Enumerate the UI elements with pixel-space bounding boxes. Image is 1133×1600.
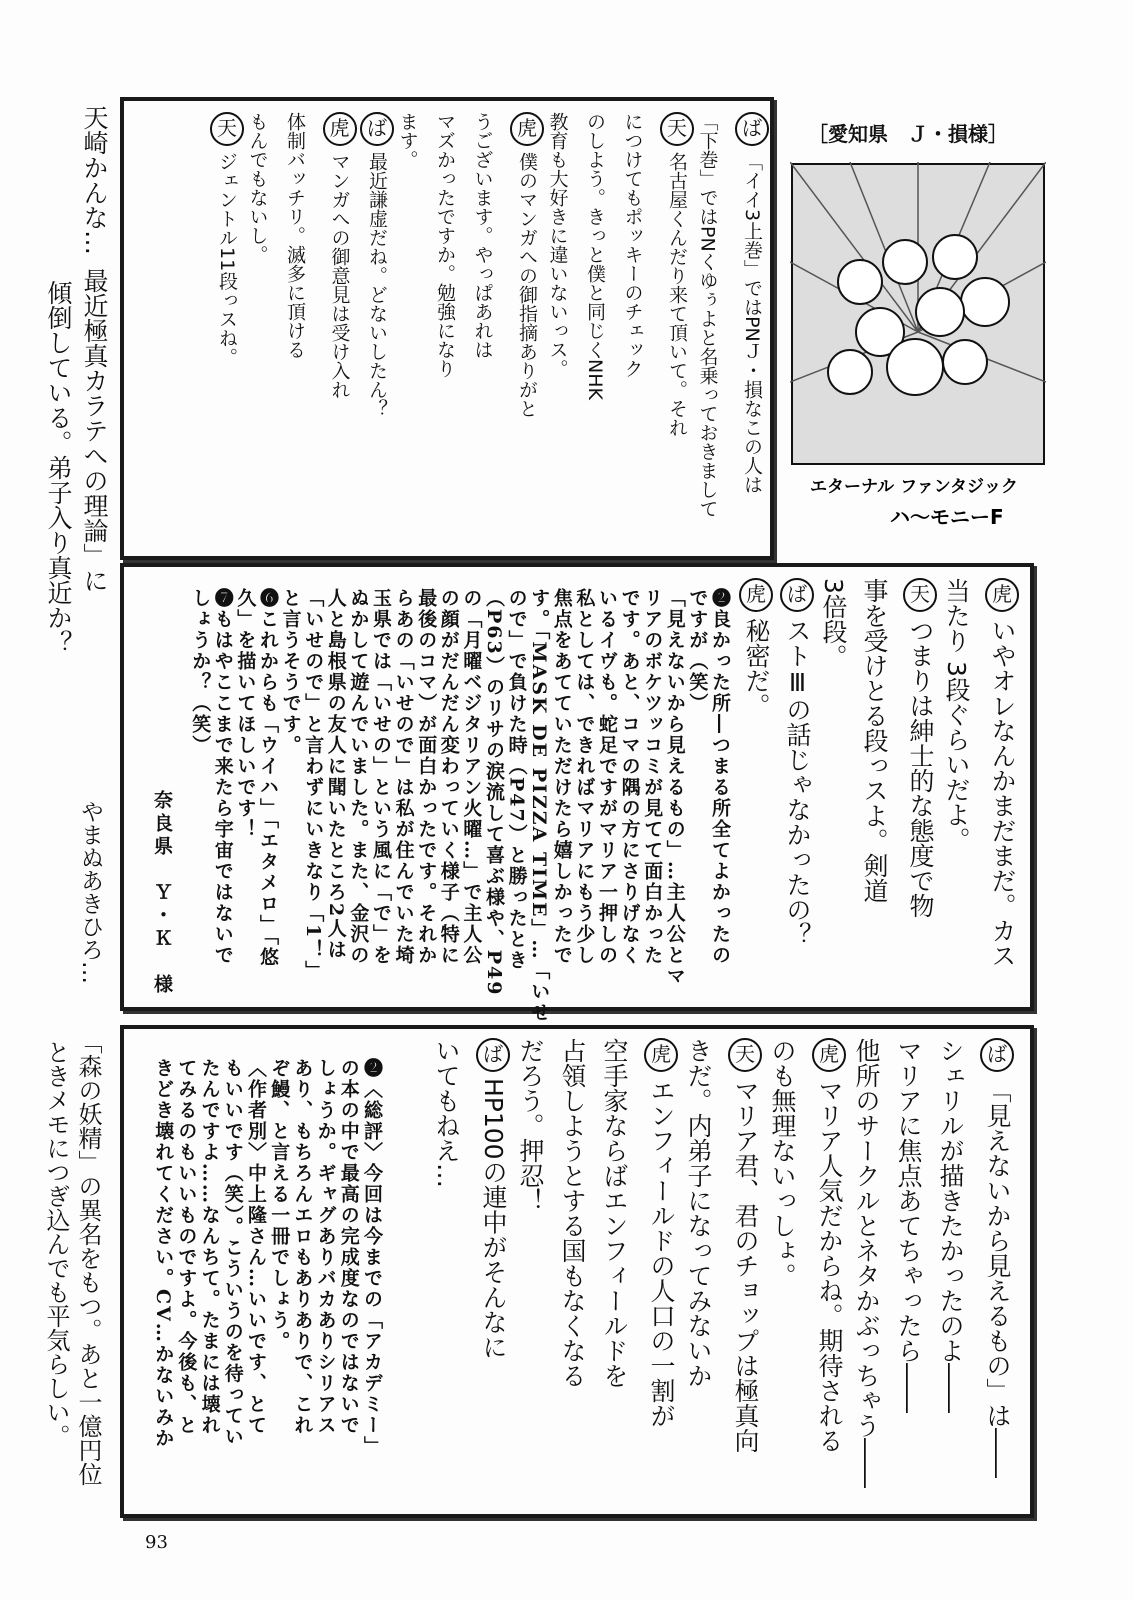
line-text: 最近謙虚だね。どないしたん？ <box>366 152 388 418</box>
dialogue-line <box>548 112 567 378</box>
line-text: の本の中で最高の完成度なのではないで <box>337 1058 360 1436</box>
line-text: マンガへの御意見は受け入れ <box>328 152 351 399</box>
line-text: 久」を描いてほしいです！ <box>234 588 257 840</box>
line-text: てみるのもいいものですよ。今後も、と <box>175 1058 198 1436</box>
letter-line <box>152 1058 175 1449</box>
letter-line <box>302 588 325 982</box>
letter-line <box>362 1058 381 1457</box>
line-text: らあの「いせので」は私が住んでいた埼 <box>392 588 415 966</box>
letter-line <box>268 1058 291 1352</box>
line-text: リアのボケツッコミが見てて面白かった <box>641 588 664 966</box>
dialogue-line <box>698 112 717 518</box>
letter-line <box>175 1058 198 1436</box>
letter-line <box>223 1058 242 1448</box>
line-text: あり、もちろんエロもありありで、これ <box>291 1058 314 1436</box>
line-text: エンフィールドの人口の一割が <box>647 1078 676 1428</box>
line-text: のしよう。きっと僕と同じくNHK <box>584 112 606 400</box>
speaker-badge: 虎 <box>510 112 544 146</box>
line-text: きどき壊れてください。CV…かないみか <box>152 1058 175 1449</box>
dialogue-line <box>602 1038 627 1388</box>
dialogue-line <box>476 1038 510 1360</box>
dialogue-line <box>510 112 544 418</box>
speaker-badge: ば <box>735 112 769 146</box>
line-text: 「下巻」ではPNくゆぅよと名乗っておきまして <box>696 112 719 518</box>
line-text: ❷〈総評〉今回は今までの「アカデミー」 <box>361 1058 383 1457</box>
dialogue-line <box>739 578 773 718</box>
dialogue-line <box>862 578 887 903</box>
speaker-badge: 虎 <box>985 578 1019 612</box>
letter-line <box>371 588 390 966</box>
dialogue-line <box>985 578 1019 968</box>
line-text: ぬかして遊んでいました。また、金沢の <box>347 588 370 966</box>
letter-line <box>258 588 277 968</box>
speaker-badge: 天 <box>210 112 244 146</box>
line-text: 名古屋くんだり来て頂いて。それ <box>666 152 688 437</box>
dialogue-line <box>770 1038 795 1288</box>
line-text: 〈作者別〉中上隆さん…いいです、とて <box>245 1058 267 1436</box>
line-text: HP100の連中がそんなに <box>479 1078 508 1360</box>
letter-line <box>710 588 729 966</box>
line-text: 3倍段。 <box>819 578 848 669</box>
letter-line <box>347 588 370 966</box>
line-text: だろう。押忍！ <box>516 1038 545 1213</box>
letter-line <box>460 588 483 966</box>
letter-line <box>597 588 616 966</box>
line-text: きだ。内弟子になってみないか <box>684 1038 713 1388</box>
letter-line <box>213 588 232 966</box>
line-text: ですが（笑） <box>686 588 709 714</box>
speaker-badge: 虎 <box>812 1038 846 1072</box>
letter-line <box>339 1058 358 1436</box>
dialogue-line <box>896 1038 921 1413</box>
margin-note-5: 「森の妖精」の異名をもつ。あと一億円位 <box>74 1030 102 1486</box>
speaker-badge: 天 <box>728 1038 762 1072</box>
line-text: ぞ鰻、と言える一冊でしょう。 <box>268 1058 291 1352</box>
letter-line <box>528 588 551 1024</box>
letter-line <box>665 588 684 987</box>
letter-line <box>246 1058 265 1436</box>
dialogue-line <box>585 112 604 400</box>
letter-line <box>620 588 639 966</box>
line-text: いるイヴも。蛇足ですがマリア一押しの <box>596 588 618 966</box>
dialogue-line <box>735 112 769 494</box>
dialogue-line <box>435 112 454 378</box>
speaker-badge: 虎 <box>644 1038 678 1072</box>
speaker-badge: 天 <box>660 112 694 146</box>
letter-line <box>415 588 438 966</box>
letter-line <box>189 588 212 756</box>
dialogue-line <box>434 1038 459 1188</box>
dialogue-line <box>686 1038 711 1388</box>
margin-note-4: やまぬあきひろ… <box>77 800 103 984</box>
dialogue-line <box>938 1038 963 1413</box>
dialogue-line <box>980 1038 1014 1478</box>
margin-note-3: 傾倒している。弟子入り真近か？ <box>44 280 73 655</box>
line-text: マリア人気だからね。期待される <box>815 1078 844 1453</box>
illustration <box>790 162 1046 542</box>
dialogue-line <box>398 112 417 169</box>
line-text: の顔がだんだん変わっていく様子（特に <box>437 588 460 966</box>
line-text: 「いせので」と言わずにいきなり「1！」 <box>302 588 325 982</box>
line-text: 僕のマンガへの御指摘ありがと <box>516 152 538 418</box>
line-text: マズかったですか。勉強になり <box>434 112 456 378</box>
letter-line <box>552 588 571 966</box>
line-text: ので」で負けた時（P47）と勝ったとき <box>505 588 528 971</box>
letter-line <box>326 588 345 960</box>
margin-note-2: 最近極真カラテへの理論」に <box>80 268 109 593</box>
line-text: 他所のサークルとネタかぶっちゃう―― <box>852 1038 881 1488</box>
line-text: しょうか？（笑） <box>189 588 212 756</box>
speaker-badge: ば <box>476 1038 510 1072</box>
line-text: 私としては、できればマリアにもう少し <box>573 588 596 966</box>
line-text: ストⅢの話じゃなかったの？ <box>783 618 812 947</box>
line-text: の「月曜ベジタリアン火曜…」で主人公 <box>460 588 483 966</box>
dialogue-line <box>285 112 304 359</box>
dialogue-line <box>560 1038 585 1388</box>
line-text: す。「MASK DE PIZZA TIME」…「いせ <box>528 588 551 1024</box>
line-text: たんですよ……なんちて。たまには壊れ <box>198 1058 221 1436</box>
line-text: しょうか。ギャグありバカありシリアス <box>314 1058 337 1436</box>
letter-line <box>507 588 526 971</box>
line-text: マリアに焦点あてちゃったら―― <box>894 1038 923 1413</box>
letter-line <box>291 1058 314 1436</box>
dialogue-line <box>854 1038 879 1488</box>
line-text: ジェントル11段っスね。 <box>216 152 238 367</box>
margin-note-6: ときメモにつぎ込んでも平気らしい。 <box>42 1040 70 1448</box>
line-text: 最後のコマ）が面白かったです。それか <box>415 588 438 966</box>
dialogue-line <box>660 112 694 437</box>
dialogue-line <box>518 1038 543 1213</box>
letter-line <box>394 588 413 966</box>
line-text: いてもねえ… <box>432 1038 461 1188</box>
line-text: もんでもないし。 <box>246 112 269 264</box>
margin-note-1: 天崎かんな… <box>80 105 109 255</box>
line-text: 焦点をあてていただけたら嬉しかったで <box>550 588 573 966</box>
letter-line <box>641 588 664 966</box>
page-number: 93 <box>145 1532 168 1553</box>
letter-line <box>234 588 257 840</box>
dialogue-line <box>360 112 394 418</box>
dialogue-line <box>644 1038 678 1428</box>
line-text: ❼もはやここまで来たら宇宙ではないで <box>211 588 234 966</box>
dialogue-line <box>944 578 969 852</box>
line-text: いやオレなんかまだまだ。カス <box>988 618 1017 968</box>
illustration-title-1: エターナル ファンタジック <box>810 477 1019 497</box>
dialogue-line <box>812 1038 846 1453</box>
line-text: 体制バッチリ。滅多に頂ける <box>284 112 306 359</box>
letter-line <box>484 588 503 996</box>
line-text: 教育も大好きに違いないっス。 <box>546 112 569 378</box>
speaker-badge: ば <box>980 1038 1014 1072</box>
line-text: ❷良かった所―つまる所全てよかったの <box>709 588 731 966</box>
letter-signature: 奈良県 Ｙ・Ｋ 様 <box>151 790 173 997</box>
line-text: 人と島根県の友人に聞いたところ2人は <box>324 588 347 961</box>
line-text: うございます。やっぱあれは <box>471 112 494 359</box>
letter-line <box>316 1058 335 1436</box>
dialogue-line <box>623 112 642 378</box>
line-text: のも無理ないっしょ。 <box>768 1038 797 1288</box>
dialogue-line <box>210 112 244 366</box>
letter-line <box>200 1058 219 1436</box>
dialogue-line <box>323 112 357 399</box>
line-text: 玉県では「いせの」という風に「で」を <box>370 588 392 966</box>
letter-line <box>686 588 709 714</box>
dialogue-line <box>248 112 267 264</box>
line-text: もいいです（笑）。こういうのを待ってい <box>221 1058 244 1448</box>
line-text: 秘密だ。 <box>742 618 771 718</box>
line-text: 「見えないから見えるもの」は―― <box>983 1078 1012 1478</box>
speaker-badge: ば <box>780 578 814 612</box>
dialogue-line <box>473 112 492 359</box>
dialogue-line <box>903 578 937 918</box>
illustration-drawing <box>790 162 1046 542</box>
illustration-caption: ［愛知県 Ｊ・損様］ <box>808 122 1008 146</box>
line-text: （P63）のリサの涙流して喜ぶ様や、P49 <box>483 588 505 997</box>
line-text: つまりは紳士的な態度で物 <box>906 618 935 918</box>
line-text: ❻これからも「ウイハ」「エタメロ」「悠 <box>257 588 279 968</box>
speaker-badge: 天 <box>903 578 937 612</box>
line-text: ます。 <box>396 112 419 169</box>
line-text: と言うそうです。 <box>279 588 302 756</box>
line-text: 「イイ3上巻」ではPNＪ・損なこの人は <box>741 152 763 494</box>
dialogue-line <box>728 1038 762 1453</box>
line-text: 占領しようとする国もなくなる <box>558 1038 587 1388</box>
speaker-badge: 虎 <box>323 112 357 146</box>
letter-line <box>281 588 300 756</box>
line-text: 事を受けとる段っスよ。剣道 <box>860 578 889 903</box>
line-text: です。あと、コマの隅の方にさりげなく <box>618 588 641 966</box>
line-text: シェリルが描きたかったのよ―― <box>936 1038 965 1413</box>
speaker-badge: 虎 <box>739 578 773 612</box>
letter-line <box>573 588 596 966</box>
speaker-badge: ば <box>360 112 394 146</box>
letter-line <box>439 588 458 966</box>
line-text: 当たり 3段ぐらいだよ。 <box>942 578 971 852</box>
line-text: マリア君、君のチョップは極真向 <box>731 1078 760 1453</box>
line-text: につけてもポッキーのチェック <box>621 112 644 378</box>
dialogue-line <box>780 578 814 947</box>
dialogue-line <box>821 578 846 669</box>
line-text: 「見えないから見えるもの」…主人公とマ <box>663 588 686 987</box>
illustration-title-2: ハ〜モニーF <box>890 505 1004 529</box>
line-text: 空手家ならばエンフィールドを <box>600 1038 629 1388</box>
